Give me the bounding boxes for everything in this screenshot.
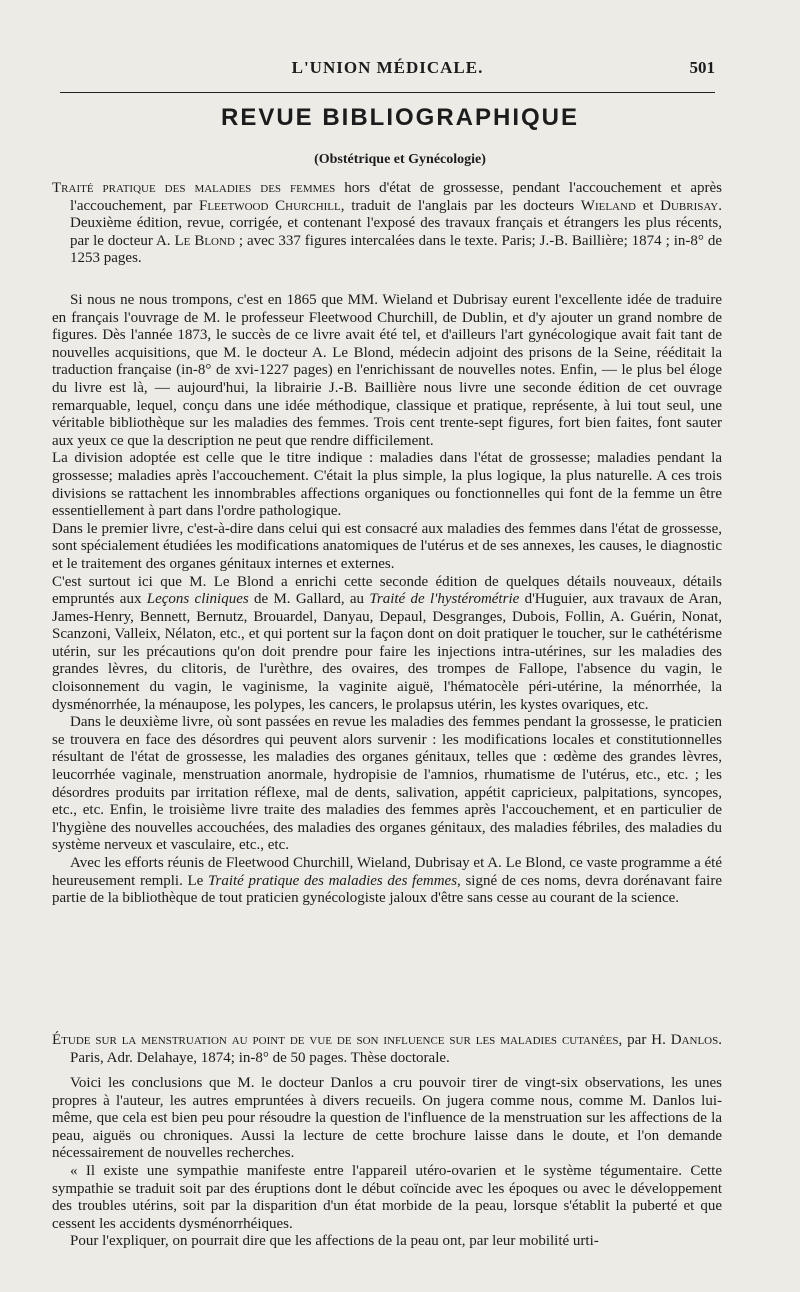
paragraph: Si nous ne nous trompons, c'est en 1865 que MM. Wieland et Dubrisay eurent l'excellente idée de traduire en français l'ouvrage de M. le professeur Fleetwood Churchill, de Dublin, et d'y ajouter un grand nombre de figures. Dès l'année 1873, le succès de ce livre avait été tel, et d'ailleurs l'art gynécologique avait fait tant de nouvelles acquisitions, que M. le docteur A. Le Blond, médecin adjoint des prisons de la Seine, rééditait la traduction française (in-8° de xvi-1227 pages) en l'enrichissant de nouvelles notes. Enfin, — le plus bel éloge du livre est là, — aujourd'hui, la librairie J.-B. Baillière nous livre une seconde édition de cet ouvrage remarquable, lequel, conçu dans une idée méthodique, classique et pratique, représente, à lui tout seul, une véritable bibliothèque sur les maladies des femmes. Trois cent trente-sept figures, fort bien faites, font sauter aux yeux ce que la description ne peut que rendre difficilement.	[52, 292, 722, 449]
paragraph: Voici les conclusions que M. le docteur Danlos a cru pouvoir tirer de vingt-six observations, les unes propres à l'auteur, les autres empruntées à divers recueils. On jugera comme nous, comme M. Danlos lui-même, que cela est bien peu pour résoudre la question de l'influence de la menstruation sur les affections de la peau, aiguës ou chroniques. Aussi la lecture de cette brochure laisse dans le doute, et l'on demande nécessairement de nouvelles recherches.	[52, 1075, 722, 1162]
section-title: REVUE BIBLIOGRAPHIQUE	[220, 104, 580, 131]
paragraph: C'est surtout ici que M. Le Blond a enrichi cette seconde édition de quelques détails nouveaux, détails empruntés aux Leçons cliniques de M. Gallard, au Traité de l'hystérométrie d'Huguier, aux travaux de Aran, James-Henry, Bennett, Bernutz, Brouardel, Danyau, Depaul, Desgranges, Dubois, Follin, A. Guérin, Nonat, Scanzoni, Valleix, Nélaton, etc., et qui portent sur la façon dont on doit pratiquer le toucher, sur le cathétérisme utérin, sur les précautions qu'on doit prendre pour faire les injections intra-utérines, sur les maladies des grandes lèvres, du clitoris, de l'urèthre, des ovaires, des trompes de Fallope, l'absence du vagin, le cloisonnement du vagin, le vaginisme, la vaginite aiguë, l'hématocèle péri-utérine, la ménorrhée, la dysménorrhée, la ménaupose, les polypes, les cancers, le prolapsus utérin, les kystes ovariques, etc.	[52, 573, 722, 713]
book-citation-2: Étude sur la menstruation au point de vue de son influence sur les maladies cutanées, par H. Danlos. Paris, Adr. Delahaye, 1874; in-8° de 50 pages. Thèse doctorale.	[52, 1032, 722, 1066]
paragraph: Dans le deuxième livre, où sont passées en revue les maladies des femmes pendant la grossesse, le praticien se trouvera en face des désordres qui peuvent alors survenir : les modifications locales et constitutionnelles résultant de l'état de grossesse, les maladies des organes génitaux, telles que : œdème des grandes lèvres, leucorrhée vaginale, menstruation anormale, hydropisie de l'amnios, rhumatisme de l'utérus, etc., etc. ; les désordres produits par irritation réflexe, mal de dents, salivation, appétit capricieux, palpitations, syncopes, etc., etc. Enfin, le troisième livre traite des maladies des femmes après l'accouchement, et en particulier de l'hygiène des nouvelles accouchées, des maladies des organes génitaux, des maladies fébriles, des maladies du système nerveux et vasculaire, etc., etc.	[52, 714, 722, 854]
review-text	[52, 292, 722, 908]
paragraph: Dans le premier livre, c'est-à-dire dans celui qui est consacré aux maladies des femmes dans l'état de grossesse, sont spécialement étudiées les modifications anatomiques de l'utérus et de ses annexes, les causes, le diagnostic et le traitement des organes génitaux internes et externes.	[52, 520, 722, 572]
page-number: 501	[689, 58, 715, 77]
section-subtitle: (Obstétrique et Gynécologie)	[314, 152, 486, 167]
header-rule	[60, 92, 715, 93]
book-author: Fleetwood Churchill	[198, 197, 341, 214]
book-title: Traité pratique des maladies des femmes	[52, 180, 336, 196]
etude-text	[52, 1075, 722, 1251]
running-title: L'UNION MÉDICALE.	[291, 58, 484, 77]
book-citation-1: Traité pratique des maladies des femmes hors d'état de grossesse, pendant l'accouchement et après l'accouchement, par Fleetwood Churchill, traduit de l'anglais par les docteurs Wieland et Dubrisay. Deuxième édition, revue, corrigée, et contenant l'exposé des travaux français et étrangers les plus récents, par le docteur A. Le Blond ; avec 337 figures intercalées dans le texte. Paris; J.-B. Baillière; 1874 ; in-8° de 1253 pages.	[52, 180, 722, 267]
book-author: Danlos	[670, 1032, 719, 1048]
running-header	[60, 58, 715, 82]
paragraph: La division adoptée est celle que le titre indique : maladies dans l'état de grossesse; maladies pendant la grossesse; maladies après l'accouchement. C'était la plus simple, la plus logique, la plus naturelle. A ces trois divisions se rattachent les innombrables affections organiques ou fonctionnelles qui font de la femme un être essentiellement à part dans l'ordre pathologique.	[52, 450, 722, 520]
paragraph: Avec les efforts réunis de Fleetwood Churchill, Wieland, Dubrisay et A. Le Blond, ce vaste programme a été heureusement rempli. Le Traité pratique des maladies des femmes, signé de ces noms, devra dorénavant faire partie de la bibliothèque de tout praticien gynécologiste jaloux d'être sans cesse au courant de la science.	[52, 855, 722, 907]
paragraph: Pour l'expliquer, on pourrait dire que les affections de la peau ont, par leur mobilité urti-	[70, 1233, 599, 1250]
quote-paragraph: « Il existe une sympathie manifeste entre l'appareil utéro-ovarien et le système tégumentaire. Cette sympathie se traduit soit par des éruptions dont le début coïncide avec les époques ou avec le développement des troubles utérins, soit par la disparition d'un état morbide de la peau, lorsque s'établit la puberté et que cessent les accidents dysménorrhéiques.	[52, 1162, 722, 1232]
book-title: Étude sur la menstruation au point de vue de son influence sur les maladies cutanées	[52, 1032, 619, 1048]
